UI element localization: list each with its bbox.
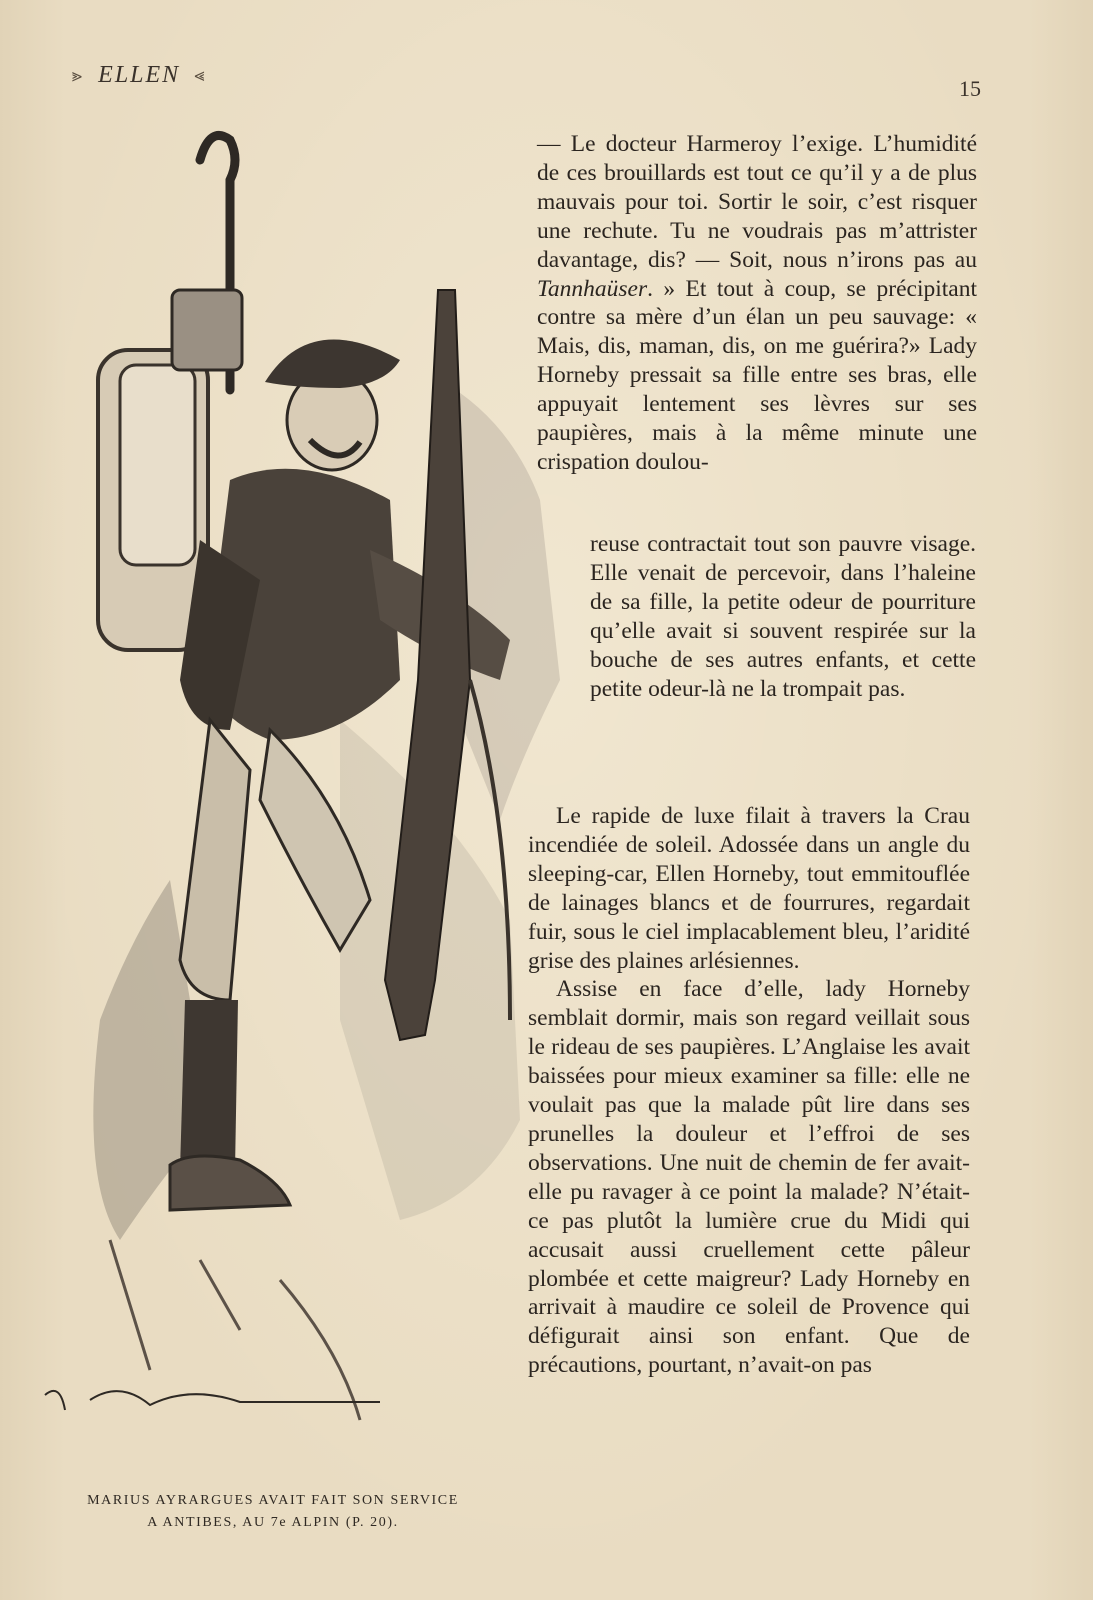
illustration-caption <box>38 1490 508 1534</box>
page-number: 15 <box>959 76 981 101</box>
paragraph-lady-horneby: Assise en face d’elle, lady Horneby semblait dormir, mais son regard veillait sous le rideau de ses paupières. L’Anglaise les avait baissées pour mieux examiner sa fille: elle ne voulait pas que la malade pût lire dans ses prunelles la douleur et l’effroi de ses observations. Une nuit de chemin de fer avait-elle pu ravager à ce point la malade? N’était-ce pas plutôt la lumière crue du Midi qui accusait aussi cruellement cette pâleur plombée et cette maigreur? Lady Horneby en arrivait à maudire ce soleil de Provence qui défigurait ainsi son enfant. Que de précautions, pourtant, n’avait-on pas <box>528 976 970 1379</box>
soldier-drawing-icon <box>40 120 580 1480</box>
para1-continued: reuse contractait tout son pauvre visage. Elle venait de percevoir, dans l’haleine de sa fille, la petite odeur de pourriture qu’elle avait si souvent respirée sur la bouche de ses autres enfants, et cette petite odeur-là ne la trompait pas. <box>590 531 976 702</box>
para1-after-italic: . » Et tout à coup, se précipitant contre sa mère d’un élan un peu sauvage: « Mais, dis, maman, dis, on me guérira?» Lady Horneby pressait sa fille entre ses bras, elle appuyait lentement ses lèvres sur ses paupières, mais à la même minute une crispation doulou- <box>537 275 977 475</box>
running-title: ELLEN <box>98 62 181 88</box>
running-head <box>72 62 206 89</box>
paragraph-dialogue <box>537 130 977 477</box>
para1-start: — Le docteur Harmeroy l’exige. L’humidité de ces brouillards est tout ce qu’il y a de plus mauvais pour toi. Sortir le soir, c’est risquer une rechute. Tu ne voudrais pas m’attrister davantage, dis? — Soit, nous n’irons pas au <box>537 131 977 273</box>
caption-line-2: A ANTIBES, AU 7e ALPIN (P. 20). <box>147 1515 399 1530</box>
soldier-illustration <box>40 120 580 1480</box>
paragraph-train: Le rapide de luxe filait à travers la Crau incendiée de soleil. Adossée dans un angle du sleeping-car, Ellen Horneby, tout emmitouflée de lainages blancs et de fourrures, regardait fuir, sous le ciel implacablement bleu, l’aridité grise des plaines arlésiennes. <box>528 803 970 974</box>
left-ornament-icon: ⪢ <box>72 65 85 85</box>
right-ornament-icon: ⪡ <box>194 65 207 85</box>
opera-title: Tannhaüser <box>537 275 648 302</box>
paragraph-dialogue-continued <box>590 530 976 703</box>
caption-line-1: MARIUS AYRARGUES AVAIT FAIT SON SERVICE <box>87 1493 459 1508</box>
narrative-text <box>528 802 970 1380</box>
